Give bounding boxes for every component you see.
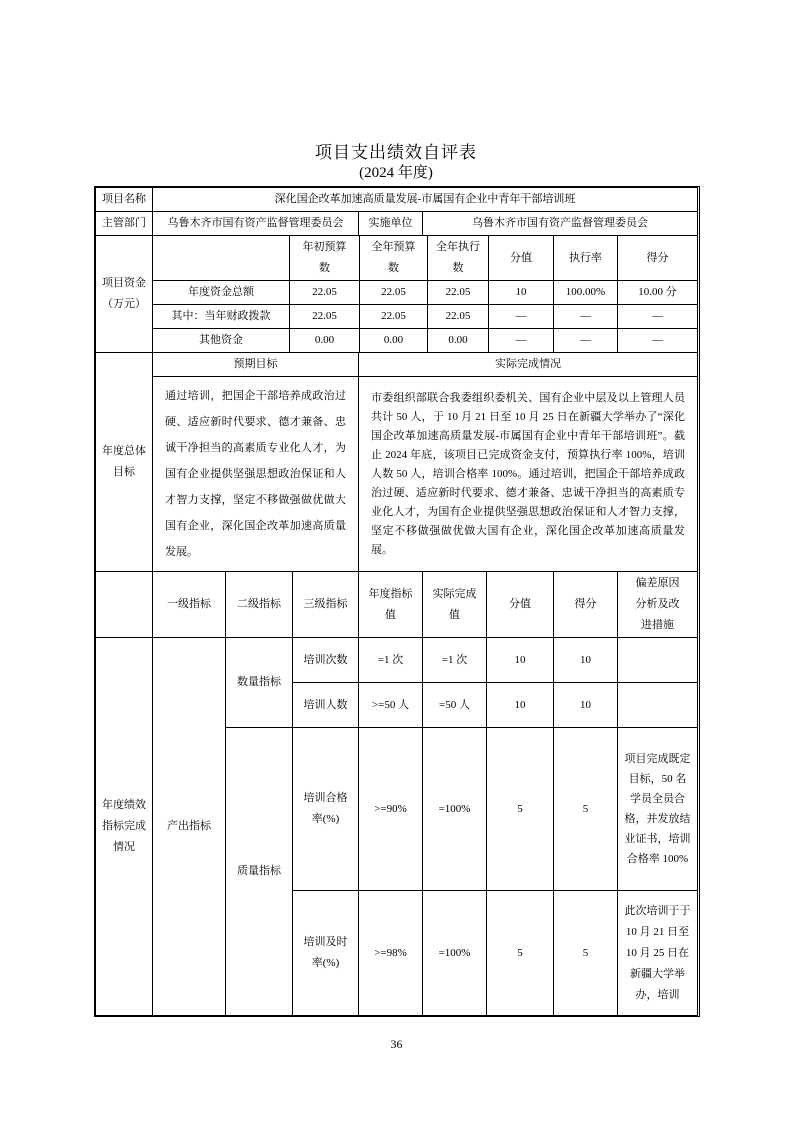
- indicator-actual: =50 人: [423, 683, 487, 728]
- funding-blank-cell: [153, 236, 290, 281]
- indicator-name: 培训人数: [293, 683, 359, 728]
- indicator-actual: =100%: [423, 891, 487, 1016]
- dept-value: 乌鲁木齐市国有资产监督管理委员会: [153, 212, 359, 236]
- indicator-points: 10: [487, 638, 554, 683]
- funding-row-label: 其他资金: [153, 329, 290, 353]
- funding-value: 10: [489, 281, 554, 305]
- funding-row-other: [96, 329, 698, 353]
- indicator-row-training-count: [96, 638, 698, 683]
- funding-value: 22.05: [290, 305, 360, 329]
- funding-value: —: [554, 305, 618, 329]
- indicator-actual: =100%: [423, 728, 487, 891]
- indicators-header-row: [96, 572, 698, 638]
- funding-value: 22.05: [360, 305, 428, 329]
- header-score: 得分: [554, 572, 618, 638]
- funding-value: 0.00: [290, 329, 360, 353]
- level2-quantity-indicator: 数量指标: [226, 638, 293, 728]
- funding-value: 22.05: [428, 305, 489, 329]
- header-level1: 一级指标: [153, 572, 226, 638]
- header-level2: 二级指标: [226, 572, 293, 638]
- indicator-target: >=98%: [359, 891, 423, 1016]
- goal-expected-label: 预期目标: [153, 353, 359, 377]
- indicators-section-label: 年度绩效指标完成情况: [96, 638, 153, 1016]
- funding-value: 22.05: [360, 281, 428, 305]
- header-actual-value: 实际完成值: [423, 572, 487, 638]
- funding-value: 10.00 分: [618, 281, 698, 305]
- funding-header-points: 分值: [489, 236, 554, 281]
- project-name-label: 项目名称: [96, 188, 153, 212]
- level2-quality-indicator: 质量指标: [226, 728, 293, 1016]
- annual-goal-section: [95, 352, 698, 572]
- project-name-value: 深化国企改革加速高质量发展-市属国有企业中青年干部培训班: [153, 188, 698, 212]
- goal-section-label: 年度总体目标: [96, 353, 153, 572]
- indicator-score: 5: [554, 728, 618, 891]
- funding-section-label: 项目资金（万元）: [96, 236, 153, 353]
- indicator-remark: [618, 638, 698, 683]
- indicator-score: 5: [554, 891, 618, 1016]
- funding-header-exec-rate: 执行率: [554, 236, 618, 281]
- table-row: [96, 212, 698, 236]
- header-points: 分值: [487, 572, 554, 638]
- funding-value: 22.05: [290, 281, 360, 305]
- indicator-remark: 项目完成既定目标，50 名学员全员合格，并发放结业证书，培训合格率 100%: [618, 728, 698, 891]
- funding-value: —: [554, 329, 618, 353]
- funding-header-executed: 全年执行数: [428, 236, 489, 281]
- funding-row-label: 年度资金总额: [153, 281, 290, 305]
- goal-expected-text: 通过培训，把国企干部培养成政治过硬、适应新时代要求、德才兼备、忠诚干净担当的高素质专业化人才，为国有企业提供坚强思想政治保证和人才智力支撑，坚定不移做强做优做大国有企业，深化国企改革加速高质量发展。: [153, 377, 359, 572]
- indicator-name: 培训及时率(%): [293, 891, 359, 1016]
- page-title: 项目支出绩效自评表: [315, 143, 477, 162]
- indicator-target: >=90%: [359, 728, 423, 891]
- info-section: [95, 187, 698, 236]
- funding-header-annual-budget: 全年预算数: [360, 236, 428, 281]
- indicator-points: 10: [487, 683, 554, 728]
- impl-label: 实施单位: [359, 212, 423, 236]
- funding-value: 100.00%: [554, 281, 618, 305]
- funding-value: 0.00: [360, 329, 428, 353]
- funding-header-row: [96, 236, 698, 281]
- goal-actual-text: 市委组织部联合我委组织委机关、国有企业中层及以上管理人员共计 50 人，于 10 月 21 日至 10 月 25 日在新疆大学举办了“深化国企改革加速高质量发展-市属国有企业中青年干部培训班”。截止 2024 年底，该项目已完成资金支付，预算执行率 100%，培训人数 50 人，培训合格率 100%。通过培训，把国企干部培养成政治过硬、适应新时代要求、德才兼备、忠诚干净担当的高素质专业化人才，为国有企业提供坚强思想政治保证和人才智力支撑，坚定不移做强做优做大国有企业，深化国企改革加速高质量发展。: [359, 377, 698, 572]
- indicator-remark: [618, 683, 698, 728]
- indicator-points: 5: [487, 891, 554, 1016]
- self-evaluation-table: [94, 186, 700, 1017]
- funding-value: —: [489, 329, 554, 353]
- indicator-actual: =1 次: [423, 638, 487, 683]
- header-target-value: 年度指标值: [359, 572, 423, 638]
- indicator-score: 10: [554, 638, 618, 683]
- impl-value: 乌鲁木齐市国有资产监督管理委员会: [423, 212, 698, 236]
- funding-value: 22.05: [428, 281, 489, 305]
- indicator-target: =1 次: [359, 638, 423, 683]
- indicator-name: 培训合格率(%): [293, 728, 359, 891]
- funding-row-fiscal: [96, 305, 698, 329]
- goal-header-row: [96, 353, 698, 377]
- goal-content-row: [96, 377, 698, 572]
- page-number: 36: [390, 1037, 403, 1051]
- funding-value: —: [489, 305, 554, 329]
- page-subtitle: (2024 年度): [359, 165, 433, 181]
- funding-value: —: [618, 329, 698, 353]
- funding-row-label: 其中：当年财政拨款: [153, 305, 290, 329]
- indicators-blank-cell: [96, 572, 153, 638]
- funding-header-initial-budget: 年初预算数: [290, 236, 360, 281]
- funding-value: 0.00: [428, 329, 489, 353]
- goal-actual-label: 实际完成情况: [359, 353, 698, 377]
- indicator-score: 10: [554, 683, 618, 728]
- funding-section: [95, 235, 698, 353]
- dept-label: 主管部门: [96, 212, 153, 236]
- indicator-points: 5: [487, 728, 554, 891]
- indicator-name: 培训次数: [293, 638, 359, 683]
- header-deviation: 偏差原因分析及改进措施: [618, 572, 698, 638]
- indicators-section: [95, 571, 698, 1016]
- level1-output-indicator: 产出指标: [153, 638, 226, 1016]
- header-level3: 三级指标: [293, 572, 359, 638]
- table-row: [96, 188, 698, 212]
- indicator-target: >=50 人: [359, 683, 423, 728]
- funding-header-score: 得分: [618, 236, 698, 281]
- indicator-remark: 此次培训于于 10 月 21 日至 10 月 25 日在新疆大学举办，培训: [618, 891, 698, 1016]
- funding-value: —: [618, 305, 698, 329]
- funding-row-total: [96, 281, 698, 305]
